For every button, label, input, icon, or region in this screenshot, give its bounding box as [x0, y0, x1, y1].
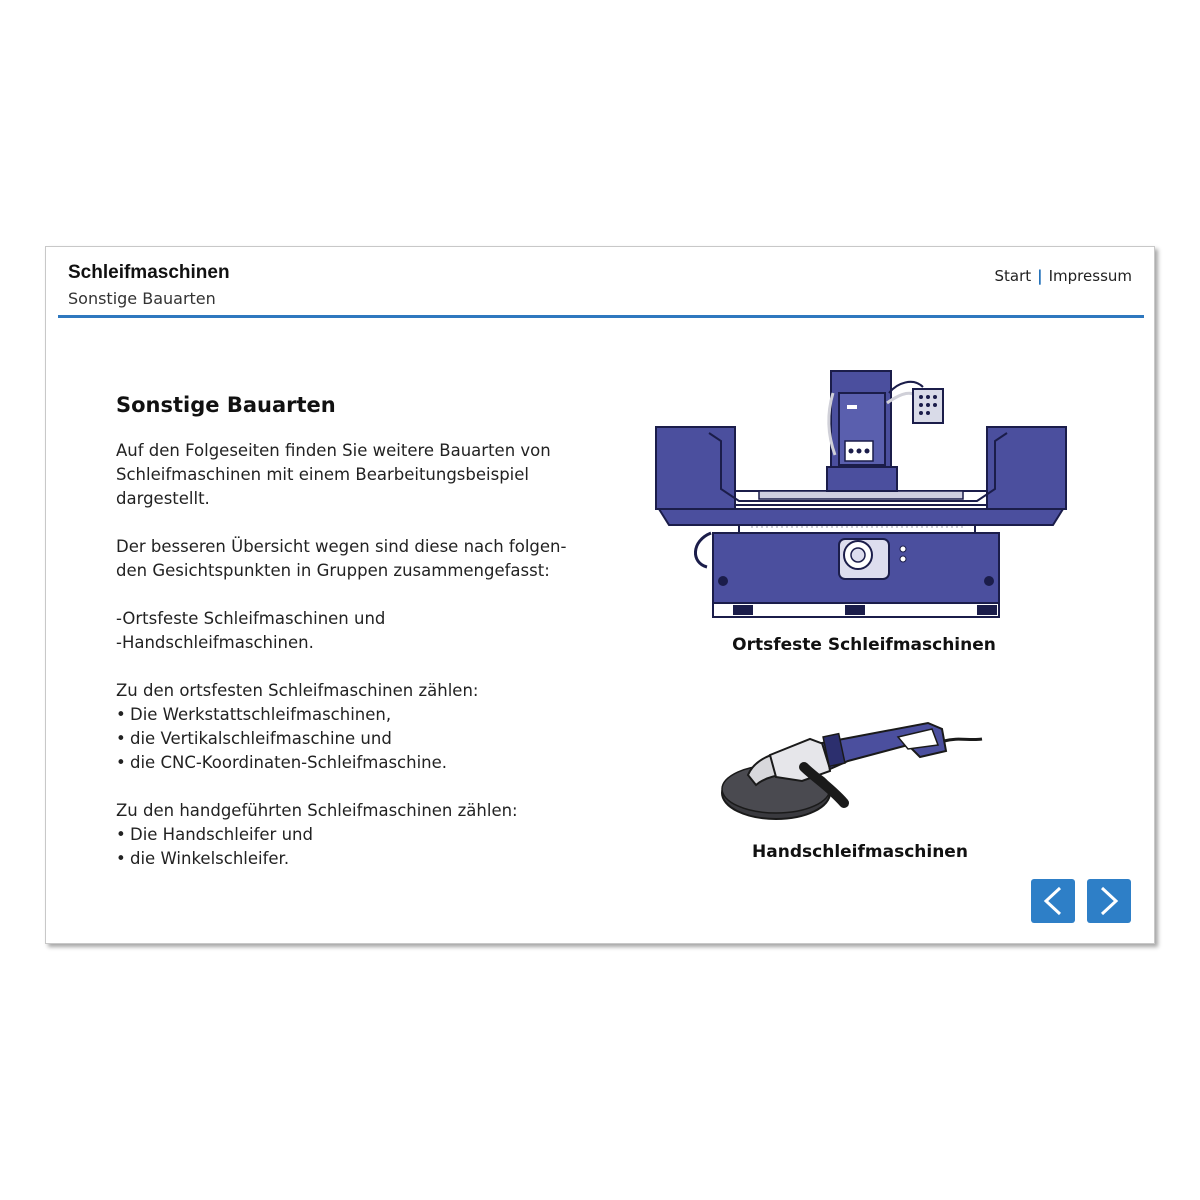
- list-item: • Die Werkstattschleifmaschinen,: [116, 703, 586, 727]
- page-subtitle: Sonstige Bauarten: [68, 289, 216, 308]
- intro-paragraph: Auf den Folgeseiten finden Sie weitere Bauarten von Schleifmaschinen mit einem Bearbeitungsbeispiel dargestellt.: [116, 441, 551, 508]
- surface-grinder-illustration: [651, 363, 1071, 625]
- angle-grinder-illustration: [718, 715, 986, 827]
- stationary-heading: Zu den ortsfesten Schleifmaschinen zählen:: [116, 681, 479, 700]
- handheld-section: [116, 799, 586, 871]
- list-item: • die CNC-Koordinaten-Schleifmaschine.: [116, 751, 586, 775]
- slide-frame: [45, 246, 1155, 944]
- page-title: Schleifmaschinen: [68, 262, 230, 283]
- top-navigation: [994, 267, 1132, 285]
- chevron-right-icon: [1096, 885, 1122, 917]
- content-body: [116, 439, 586, 871]
- next-button[interactable]: [1087, 879, 1131, 923]
- list-item: • Die Handschleifer und: [116, 823, 586, 847]
- handheld-caption: Handschleifmaschinen: [752, 842, 968, 862]
- list-item: • die Winkelschleifer.: [116, 847, 586, 871]
- handheld-list: [116, 823, 586, 871]
- previous-button[interactable]: [1031, 879, 1075, 923]
- impressum-link[interactable]: Impressum: [1048, 267, 1132, 285]
- overview-paragraph: Der besseren Übersicht wegen sind diese nach folgen- den Gesichtspunkten in Gruppen zusammengefasst:: [116, 537, 567, 580]
- stationary-section: [116, 679, 586, 775]
- list-item: • die Vertikalschleifmaschine und: [116, 727, 586, 751]
- stationary-caption: Ortsfeste Schleifmaschinen: [732, 635, 996, 655]
- groups-paragraph: -Ortsfeste Schleifmaschinen und -Handschleifmaschinen.: [116, 609, 386, 652]
- stationary-list: [116, 703, 586, 775]
- handheld-heading: Zu den handgeführten Schleifmaschinen zählen:: [116, 801, 518, 820]
- start-link[interactable]: Start: [994, 267, 1032, 285]
- content-heading: Sonstige Bauarten: [116, 393, 336, 417]
- header-divider: [58, 315, 1144, 318]
- nav-separator: |: [1037, 267, 1043, 285]
- chevron-left-icon: [1040, 885, 1066, 917]
